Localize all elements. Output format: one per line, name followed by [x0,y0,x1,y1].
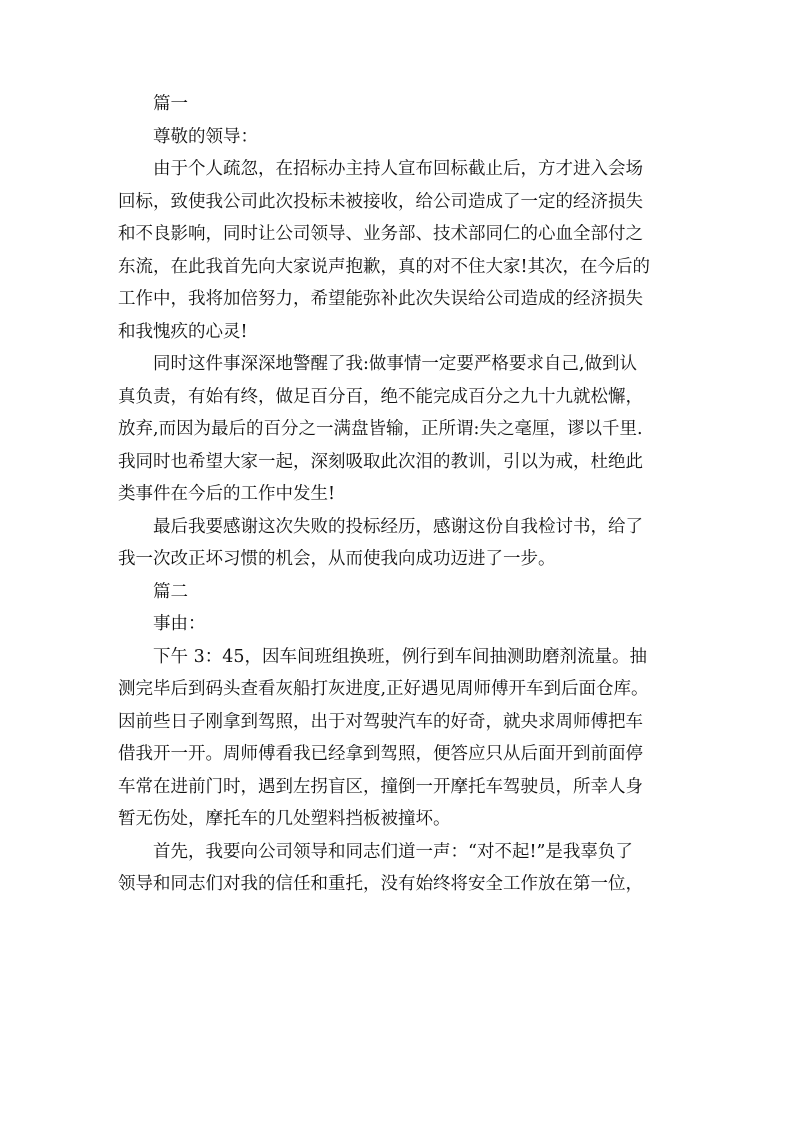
text-line: 由于个人疏忽，在招标办主持人宣布回标截止后，方才进入会场 [153,159,643,179]
text-line: 和不良影响，同时让公司领导、业务部、技术部同仁的心血全部付之 [118,224,643,244]
paragraph-5 [118,836,678,901]
reason-label: 事由： [153,614,206,634]
text-line: 放弃,而因为最后的百分之一满盘皆输，正所谓:失之毫厘，谬以千里. [118,419,643,439]
paragraph-4 [118,641,678,836]
text-line: 首先，我要向公司领导和同志们道一声：“对不起!”是我辜负了 [153,841,633,862]
paragraph-1 [118,153,678,348]
text-line: 领导和同志们对我的信任和重托，没有始终将安全工作放在第一位， [118,874,643,894]
text-line: 真负责，有始有终，做足百分百，绝不能完成百分之九十九就松懈， [118,386,643,407]
text-line: 车常在进前门时，遇到左拐盲区，撞倒一开摩托车驾驶员，所幸人身 [118,776,643,797]
text-line: 下午 3：45，因车间班组换班，例行到车间抽测助磨剂流量。抽 [153,646,647,667]
salutation: 尊敬的领导： [153,126,258,147]
text-line: 测完毕后到码头查看灰船打灰进度,正好遇见周师傅开车到后面仓库。 [118,679,649,699]
text-line: 因前些日子刚拿到驾照，出于对驾驶汽车的好奇，就央求周师傅把车 [118,711,643,732]
paragraph-3 [118,511,678,576]
text-line: 同时这件事深深地警醒了我:做事情一定要严格要求自己,做到认 [153,354,637,374]
text-line: 暂无伤处，摩托车的几处塑料挡板被撞坏。 [118,809,451,829]
document-body [118,88,678,901]
paragraph-2 [118,348,678,511]
text-line: 和我愧疚的心灵! [118,321,248,342]
text-line: 类事件在今后的工作中发生! [118,484,336,504]
section-heading-1: 篇一 [153,94,188,114]
text-line: 回标，致使我公司此次投标未被接收，给公司造成了一定的经济损失 [118,191,643,212]
text-line: 我同时也希望大家一起，深刻吸取此次泪的教训，引以为戒，杜绝此 [118,451,643,472]
text-line: 我一次改正坏习惯的机会，从而使我向成功迈进了一步。 [118,549,556,569]
text-line: 最后我要感谢这次失败的投标经历，感谢这份自我检讨书，给了 [153,516,643,537]
text-line: 工作中，我将加倍努力，希望能弥补此次失误给公司造成的经济损失 [118,289,643,309]
text-line: 东流，在此我首先向大家说声抱歉，真的对不住大家!其次，在今后的 [118,256,651,277]
text-line: 借我开一开。周师傅看我已经拿到驾照，便答应只从后面开到前面停 [118,744,643,764]
section-heading-2: 篇二 [153,581,188,602]
